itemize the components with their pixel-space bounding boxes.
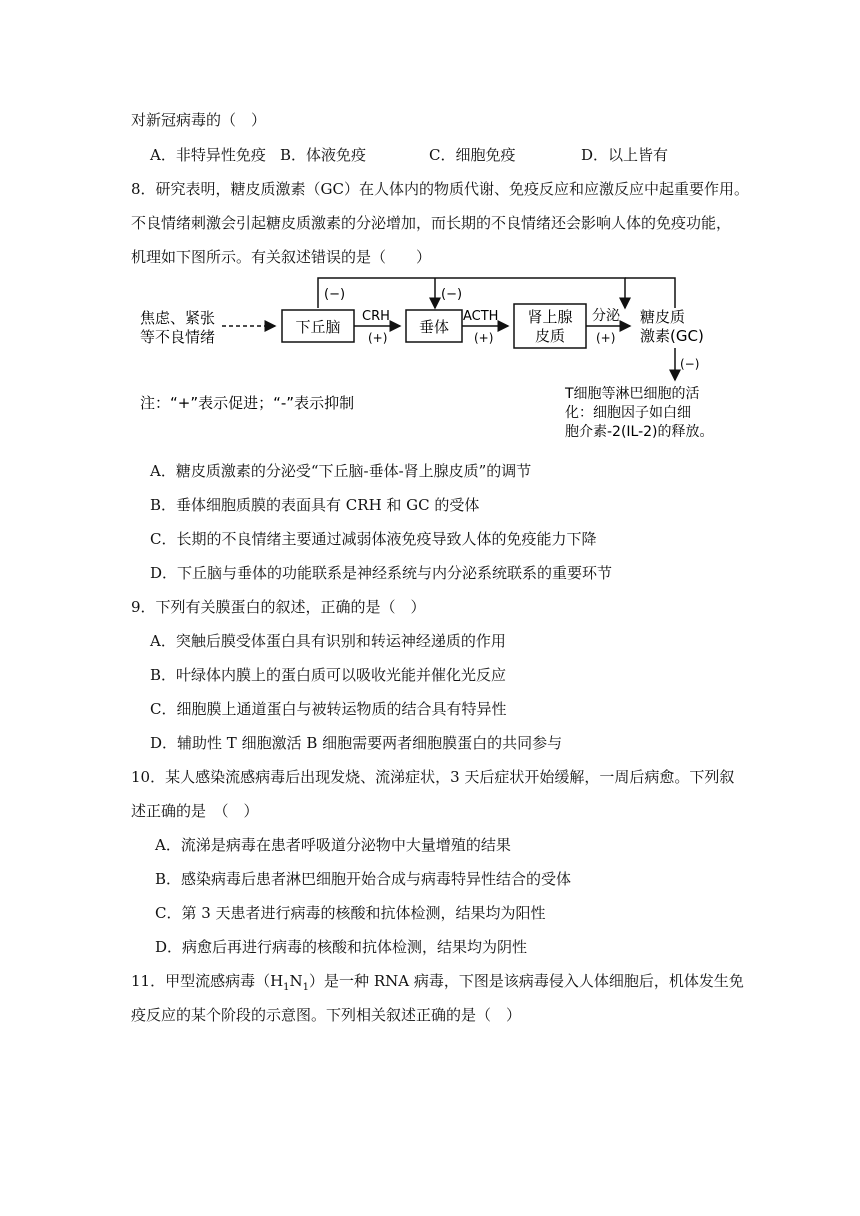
q9-option-d: D．辅助性 T 细胞激活 B 细胞需要两者细胞膜蛋白的共同参与 — [150, 734, 563, 752]
stimulus-label-1: 焦虑、紧张 — [140, 309, 216, 327]
hypothalamus-label: 下丘脑 — [295, 318, 341, 336]
crh-label: CRH — [362, 309, 390, 324]
q8-stem-line-3: 机理如下图所示。有关叙述错误的是（ ） — [131, 248, 432, 266]
target-label-3: 胞介素-2(IL-2)的释放。 — [565, 424, 714, 440]
q10-stem-line-1: 10．某人感染流感病毒后出现发烧、流涕症状，3 天后症状开始缓解，一周后病愈。下列叙 — [131, 768, 735, 786]
q9-option-c: C．细胞膜上通道蛋白与被转运物质的结合具有特异性 — [150, 700, 507, 718]
q10-option-a: A．流涕是病毒在患者呼吸道分泌物中大量增殖的结果 — [155, 836, 511, 854]
gc-label-2: 激素(GC) — [640, 327, 704, 345]
q10-option-b: B．感染病毒后患者淋巴细胞开始合成与病毒特异性结合的受体 — [155, 870, 572, 888]
secrete-plus: (+) — [596, 331, 616, 345]
q7-option-a: A．非特异性免疫 — [150, 146, 266, 164]
q9-option-a: A．突触后膜受体蛋白具有识别和转运神经递质的作用 — [150, 632, 506, 650]
adrenal-label-2: 皮质 — [534, 327, 566, 345]
diagram-note: 注：“+”表示促进；“-”表示抑制 — [140, 394, 355, 412]
q8-option-d: D．下丘脑与垂体的功能联系是神经系统与内分泌系统联系的重要环节 — [150, 564, 613, 582]
adrenal-label-1: 肾上腺 — [527, 308, 573, 326]
q11-stem-line-1 — [131, 971, 744, 998]
q9-stem: 9．下列有关膜蛋白的叙述，正确的是（ ） — [131, 598, 426, 616]
q7-option-d: D．以上皆有 — [581, 146, 669, 164]
q11-n-letter: N — [289, 972, 303, 990]
q11-subscript-h: 1 — [283, 982, 290, 993]
feedback-minus-hypothalamus: (−) — [324, 287, 346, 302]
q11-stem-part-b: ）是一种 RNA 病毒，下图是该病毒侵入人体细胞后，机体发生免 — [309, 972, 744, 990]
q9-option-b: B．叶绿体内膜上的蛋白质可以吸收光能并催化光反应 — [150, 666, 507, 684]
q8-stem-line-2: 不良情绪刺激会引起糖皮质激素的分泌增加，而长期的不良情绪还会影响人体的免疫功能， — [131, 214, 732, 232]
q8-option-b: B．垂体细胞质膜的表面具有 CRH 和 GC 的受体 — [150, 496, 480, 514]
q8-stem-line-1: 8．研究表明，糖皮质激素（GC）在人体内的物质代谢、免疫反应和应激反应中起重要作用。 — [131, 180, 750, 198]
gc-label-1: 糖皮质 — [640, 308, 686, 326]
q11-stem-part-a: 11．甲型流感病毒（H — [131, 972, 284, 990]
q7-option-b: B．体液免疫 — [280, 146, 367, 164]
crh-plus: (+) — [368, 331, 388, 345]
acth-label: ACTH — [463, 309, 499, 324]
secrete-label: 分泌 — [592, 308, 620, 324]
q8-option-a: A．糖皮质激素的分泌受“下丘脑-垂体-肾上腺皮质”的调节 — [150, 462, 532, 480]
q11-stem-line-2: 疫反应的某个阶段的示意图。下列相关叙述正确的是（ ） — [131, 1006, 522, 1024]
gc-minus: (−) — [680, 357, 700, 371]
stimulus-label-2: 等不良情绪 — [140, 328, 216, 346]
acth-plus: (+) — [474, 331, 494, 345]
q8-gc-regulation-diagram — [130, 268, 750, 448]
q7-stem-tail: 对新冠病毒的（ ） — [131, 111, 267, 129]
feedback-minus-pituitary: (−) — [441, 287, 463, 302]
q7-option-c: C．细胞免疫 — [429, 146, 516, 164]
q10-stem-line-2: 述正确的是 （ ） — [131, 802, 259, 820]
q10-option-c: C．第 3 天患者进行病毒的核酸和抗体检测，结果均为阳性 — [155, 904, 546, 922]
target-label-2: 化：细胞因子如白细 — [565, 405, 691, 421]
q11-subscript-n: 1 — [302, 982, 310, 993]
q10-option-d: D．病愈后再进行病毒的核酸和抗体检测，结果均为阴性 — [155, 938, 528, 956]
q8-option-c: C．长期的不良情绪主要通过减弱体液免疫导致人体的免疫能力下降 — [150, 530, 597, 548]
pituitary-label: 垂体 — [418, 318, 450, 336]
target-label-1: T细胞等淋巴细胞的活 — [565, 386, 700, 402]
